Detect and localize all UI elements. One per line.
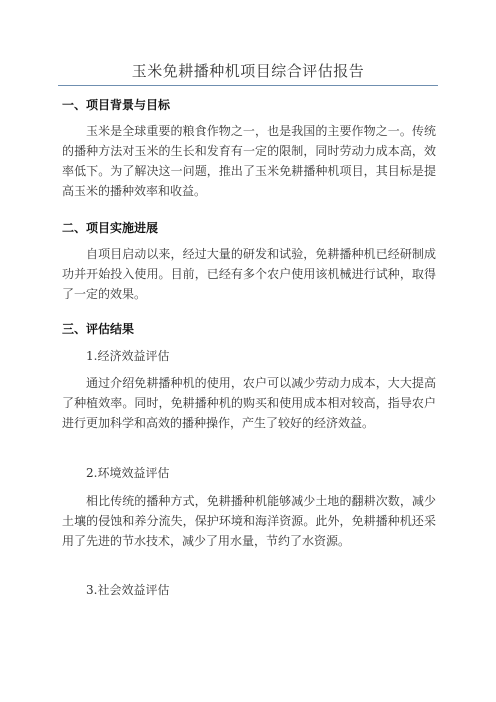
paragraph-economic: 通过介绍免耕播种机的使用，农户可以减少劳动力成本，大大提高了种植效率。同时，免耕播种机的购买和使用成本相对较高，指导农户进行更加科学和高效的播种操作，产生了较好的经济效益。 — [62, 376, 436, 430]
section-heading-background: 一、项目背景与目标 — [62, 98, 171, 112]
subheading-social: 3.社会效益评估 — [86, 583, 170, 597]
section-heading-progress: 二、项目实施进展 — [62, 221, 159, 235]
section-heading-results: 三、评估结果 — [62, 322, 135, 336]
section-paragraph-background: 玉米是全球重要的粮食作物之一，也是我国的主要作物之一。传统的播种方法对玉米的生长和发育有一定的限制，同时劳动力成本高，效率低下。为了解决这一问题，推出了玉米免耕播种机项目，其目标是提高玉米的播种效率和收益。 — [62, 124, 436, 198]
document-title: 玉米免耕播种机项目综合评估报告 — [131, 62, 365, 80]
section-paragraph-progress: 自项目启动以来，经过大量的研发和试验，免耕播种机已经研制成功并开始投入使用。目前，已经有多个农户使用该机械进行试种，取得了一定的效果。 — [62, 247, 436, 301]
subheading-economic: 1.经济效益评估 — [86, 349, 170, 363]
paragraph-environmental: 相比传统的播种方式，免耕播种机能够减少土地的翻耕次数，减少土壤的侵蚀和养分流失，保护环境和海洋资源。此外，免耕播种机还采用了先进的节水技术，减少了用水量，节约了水资源。 — [62, 494, 436, 548]
title-underline — [58, 85, 438, 86]
subheading-environmental: 2.环境效益评估 — [86, 466, 170, 480]
